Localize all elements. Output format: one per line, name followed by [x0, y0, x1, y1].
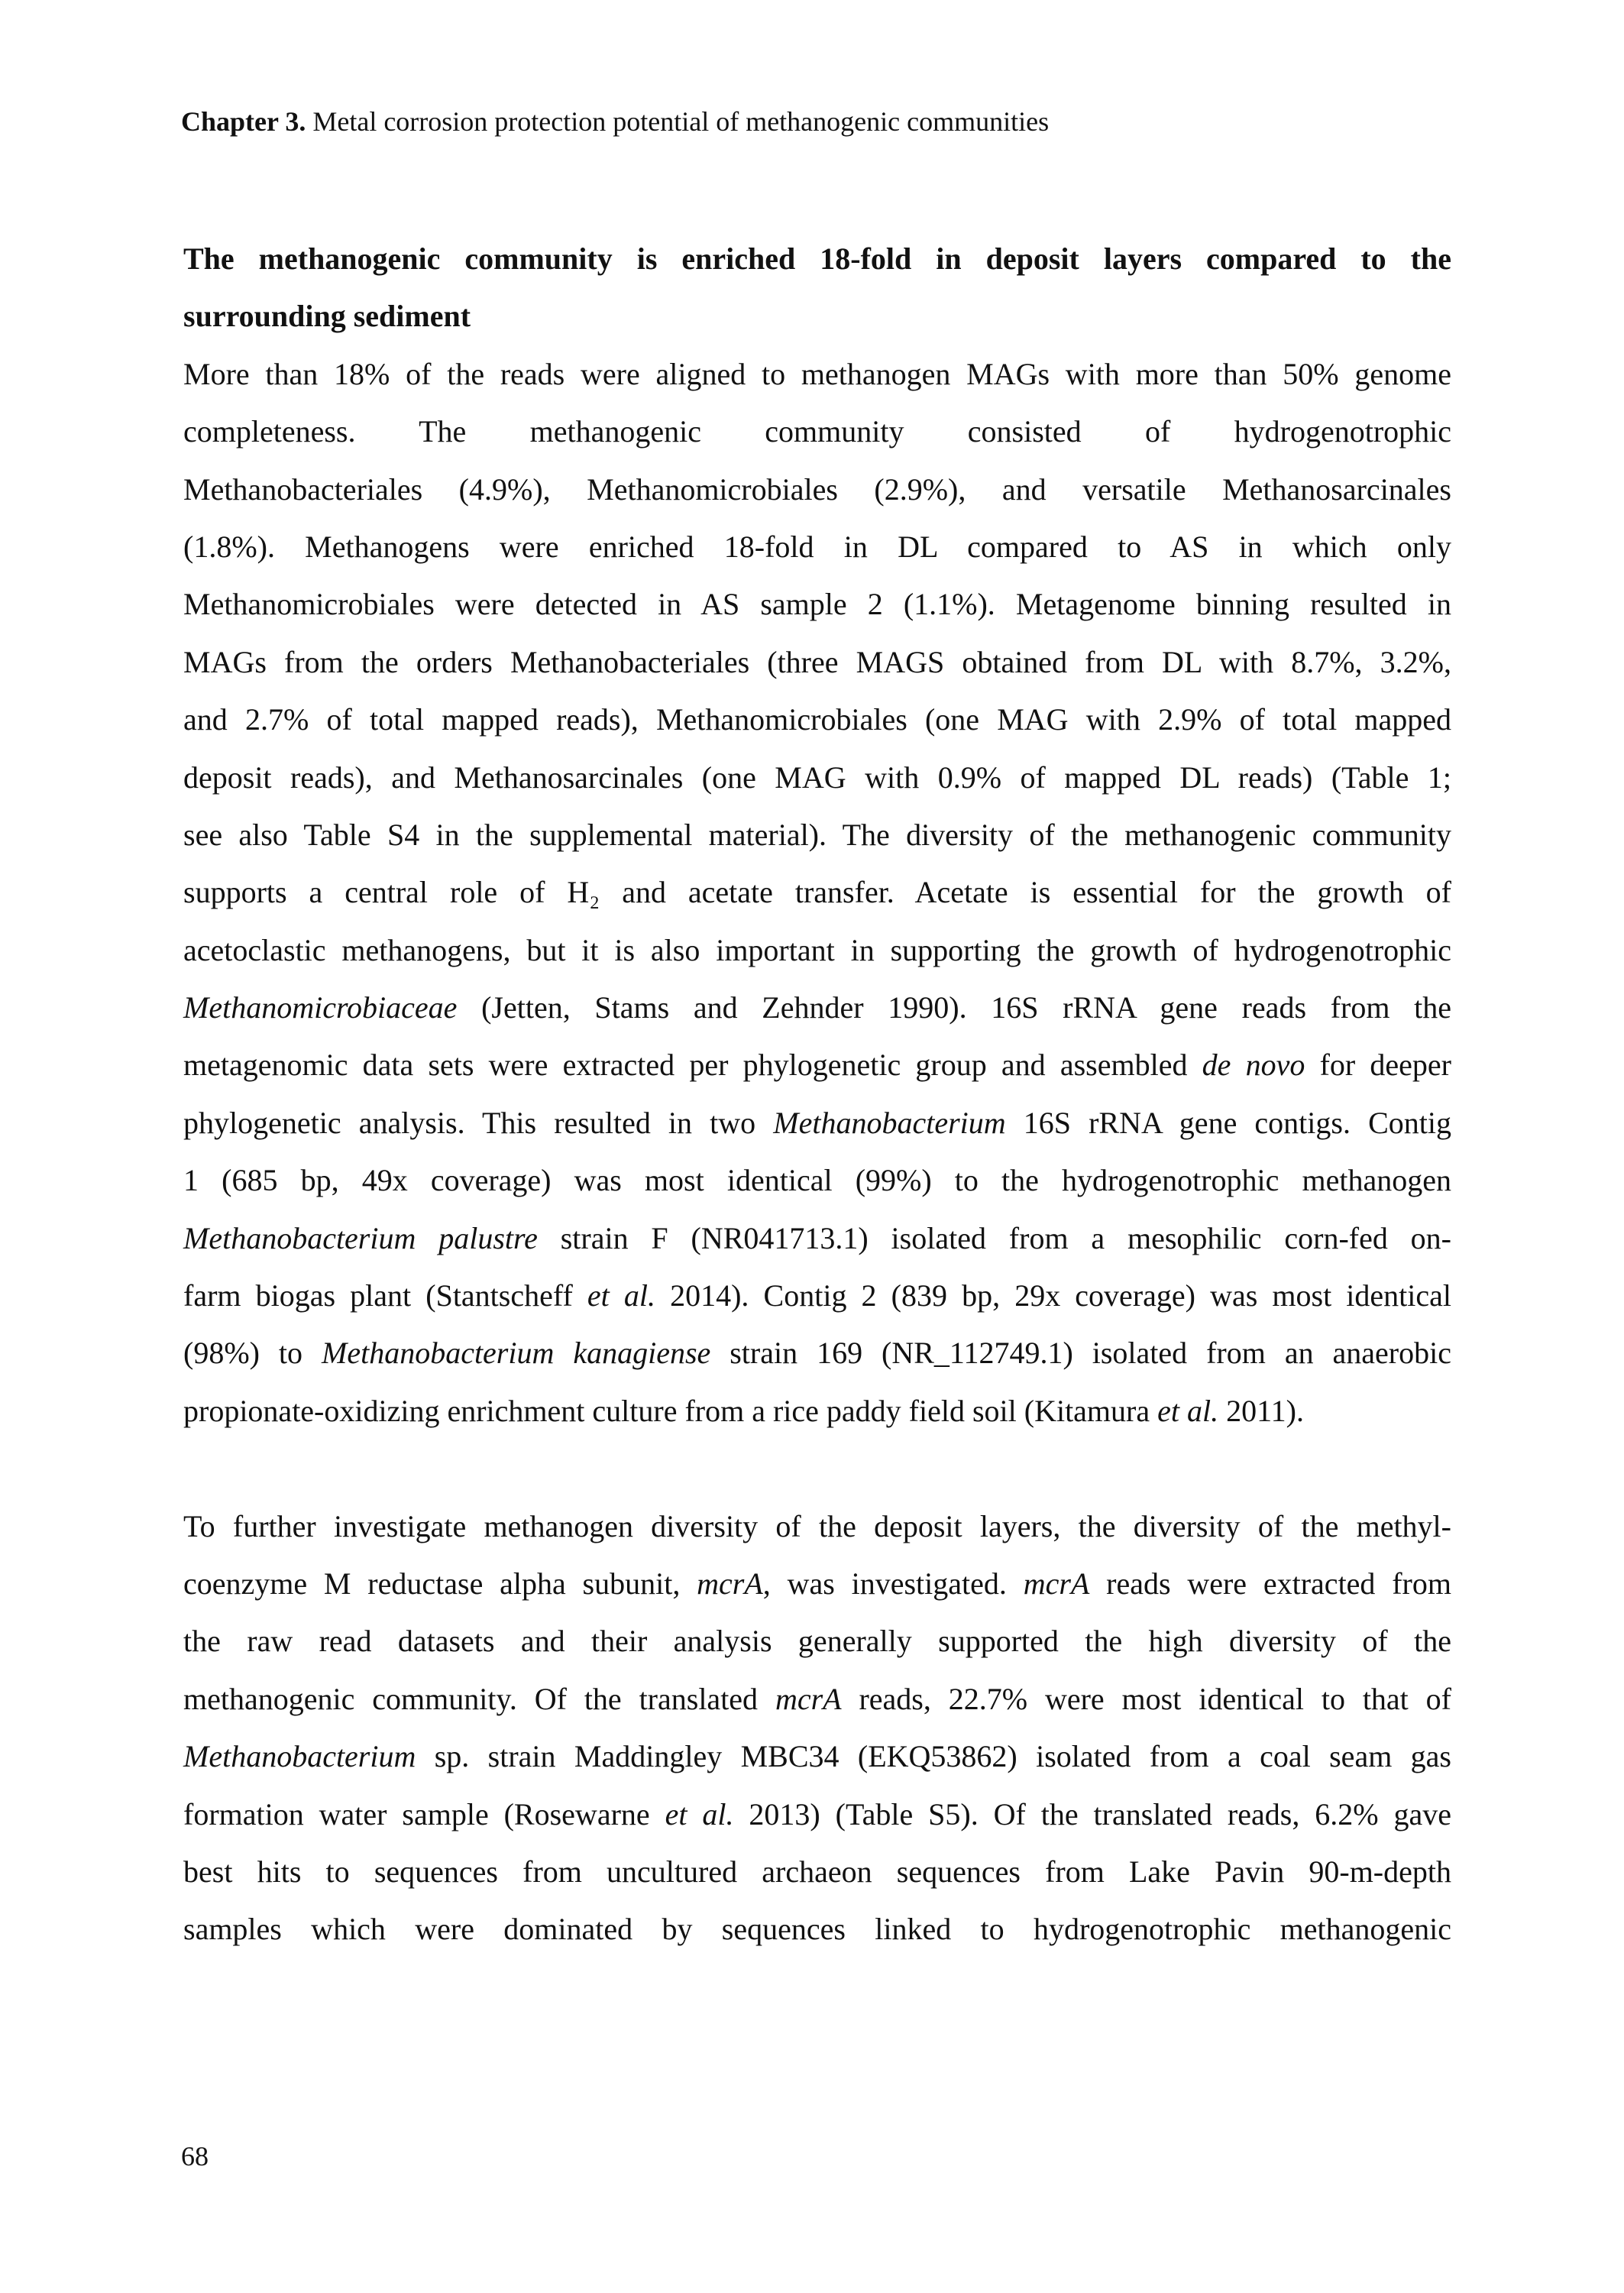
- text-line: [183, 1786, 1451, 1843]
- body-paragraph: [183, 1498, 1451, 1958]
- text-run: see also Table S4 in the supplemental material). The diversity of the methanogenic community: [183, 817, 1451, 852]
- text-line: [183, 1036, 1451, 1093]
- text-run: farm biogas plant (Stantscheff: [183, 1278, 587, 1313]
- italic-text: de novo: [1202, 1048, 1305, 1083]
- text-line: [183, 575, 1451, 633]
- text-line: [183, 345, 1451, 403]
- text-run: (1.8%). Methanogens were enriched 18-fold in DL compared to AS in which only: [183, 529, 1451, 564]
- text-run: 1 (685 bp, 49x coverage) was most identical (99%) to the hydrogenotrophic methanogen: [183, 1163, 1451, 1198]
- page-body: [183, 230, 1451, 1958]
- text-line: [183, 633, 1451, 691]
- text-line: [183, 461, 1451, 518]
- text-line: [183, 403, 1451, 460]
- text-run: the raw read datasets and their analysis generally supported the high diversity of the: [183, 1624, 1451, 1659]
- text-line: [183, 806, 1451, 863]
- italic-text: et al.: [665, 1796, 734, 1831]
- text-line: [183, 1382, 1451, 1440]
- text-run: More than 18% of the reads were aligned to methanogen MAGs with more than 50% genome: [183, 356, 1451, 391]
- text-run: surrounding sediment: [183, 299, 471, 334]
- text-run: sp. strain Maddingley MBC34 (EKQ53862) isolated from a coal seam gas: [416, 1739, 1451, 1774]
- text-run: strain 169 (NR_112749.1) isolated from an anaerobic: [710, 1336, 1451, 1371]
- text-line: [183, 863, 1451, 921]
- text-run: formation water sample (Rosewarne: [183, 1796, 665, 1831]
- text-line: [183, 979, 1451, 1036]
- text-run: 2013) (Table S5). Of the translated reads, 6.2% gave: [733, 1796, 1451, 1831]
- text-run: MAGs from the orders Methanobacteriales (three MAGS obtained from DL with 8.7%, 3.2%,: [183, 644, 1451, 679]
- text-run: To further investigate methanogen diversity of the deposit layers, the diversity of the methyl-: [183, 1508, 1451, 1543]
- text-line: [183, 230, 1451, 287]
- text-run: acetoclastic methanogens, but it is also important in supporting the growth of hydrogenotrophic: [183, 932, 1451, 967]
- text-run: deposit reads), and Methanosarcinales (one MAG with 0.9% of mapped DL reads) (Table 1;: [183, 759, 1451, 795]
- text-run: methanogenic community. Of the translated: [183, 1681, 775, 1716]
- text-line: [183, 1210, 1451, 1267]
- text-line: [183, 1670, 1451, 1728]
- text-run: coenzyme M reductase alpha subunit,: [183, 1566, 697, 1601]
- text-run: reads, 22.7% were most identical to that of: [841, 1681, 1452, 1716]
- italic-text: mcrA: [697, 1566, 763, 1601]
- chapter-label: Chapter 3.: [181, 106, 306, 137]
- running-head: [181, 105, 1049, 138]
- text-line: [183, 1900, 1451, 1958]
- text-line: [183, 691, 1451, 748]
- text-run: best hits to sequences from uncultured archaeon sequences from Lake Pavin 90-m-depth: [183, 1854, 1451, 1889]
- italic-text: mcrA: [1023, 1566, 1090, 1601]
- text-run: Methanobacteriales (4.9%), Methanomicrobiales (2.9%), and versatile Methanosarcinales: [183, 471, 1451, 507]
- italic-text: et al.: [1157, 1393, 1219, 1428]
- text-line: [183, 287, 1451, 345]
- text-run: The methanogenic community is enriched 18-fold in deposit layers compared to the: [183, 241, 1451, 276]
- text-line: [183, 1498, 1451, 1555]
- text-line: [183, 1728, 1451, 1785]
- text-line: [183, 1094, 1451, 1151]
- text-run: , was investigated.: [762, 1566, 1024, 1601]
- italic-text: Methanobacterium: [773, 1105, 1006, 1140]
- section-heading: [183, 230, 1451, 345]
- text-line: [183, 518, 1451, 575]
- text-line: [183, 1267, 1451, 1324]
- page-number: 68: [181, 2141, 209, 2172]
- text-line: [183, 1555, 1451, 1612]
- text-line: [183, 1324, 1451, 1381]
- text-run: completeness. The methanogenic community consisted of hydrogenotrophic: [183, 414, 1451, 449]
- chapter-title: Metal corrosion protection potential of methanogenic communities: [312, 106, 1050, 137]
- text-run: and 2.7% of total mapped reads), Methanomicrobiales (one MAG with 2.9% of total mapped: [183, 702, 1451, 737]
- text-line: [183, 1612, 1451, 1670]
- text-run: 2014). Contig 2 (839 bp, 29x coverage) was most identical: [655, 1278, 1452, 1313]
- italic-text: Methanobacterium kanagiense: [322, 1336, 711, 1371]
- text-run: 2011).: [1218, 1393, 1304, 1428]
- text-run: phylogenetic analysis. This resulted in two: [183, 1105, 774, 1140]
- italic-text: Methanobacterium: [183, 1739, 416, 1774]
- paragraph-gap: [183, 1440, 1451, 1497]
- text-line: [183, 1843, 1451, 1900]
- text-line: [183, 1151, 1451, 1209]
- text-run: strain F (NR041713.1) isolated from a mesophilic corn-fed on-: [537, 1220, 1451, 1255]
- text-line: [183, 749, 1451, 806]
- text-run: metagenomic data sets were extracted per phylogenetic group and assembled: [183, 1048, 1202, 1083]
- text-run: propionate-oxidizing enrichment culture from a rice paddy field soil (Kitamura: [183, 1393, 1158, 1428]
- body-paragraph: [183, 345, 1451, 1440]
- text-run: (98%) to: [183, 1336, 322, 1371]
- text-run: for deeper: [1305, 1048, 1451, 1083]
- text-line: [183, 921, 1451, 979]
- text-run: Methanomicrobiales were detected in AS sample 2 (1.1%). Metagenome binning resulted in: [183, 587, 1451, 622]
- italic-text: Methanomicrobiaceae: [183, 990, 458, 1025]
- text-run: 16S rRNA gene contigs. Contig: [1005, 1105, 1451, 1140]
- italic-text: et al.: [587, 1278, 655, 1313]
- text-run: samples which were dominated by sequences linked to hydrogenotrophic methanogenic: [183, 1912, 1451, 1947]
- text-run: (Jetten, Stams and Zehnder 1990). 16S rRNA gene reads from the: [457, 990, 1451, 1025]
- text-run: supports a central role of H₂ and acetate transfer. Acetate is essential for the growth of: [183, 875, 1451, 910]
- text-run: reads were extracted from: [1089, 1566, 1451, 1601]
- italic-text: mcrA: [775, 1681, 842, 1716]
- italic-text: Methanobacterium palustre: [183, 1220, 538, 1255]
